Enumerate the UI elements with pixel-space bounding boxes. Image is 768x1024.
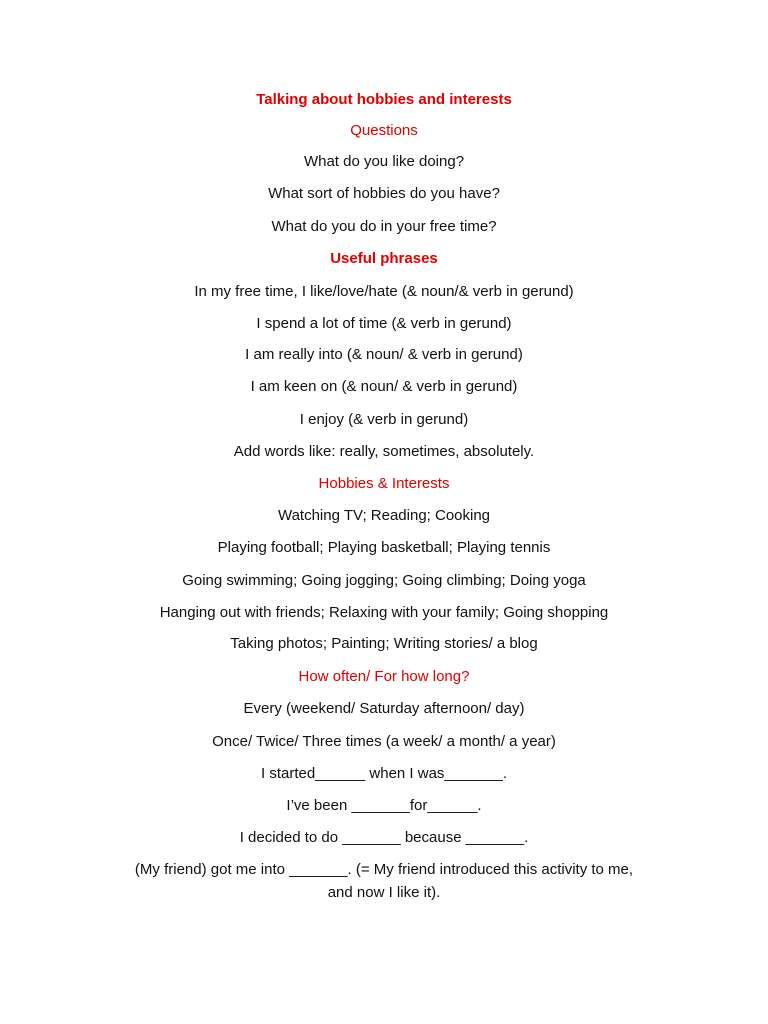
- phrase-line: In my free time, I like/love/hate (& noun/& verb in gerund): [194, 283, 574, 300]
- frequency-line: (My friend) got me into _______. (= My friend introduced this activity to me,: [134, 861, 634, 878]
- frequency-line: I decided to do _______ because _______.: [239, 829, 529, 846]
- hobby-line: Taking photos; Painting; Writing stories/ a blog: [230, 635, 538, 652]
- question-line: What do you like doing?: [303, 153, 465, 170]
- hobby-line: Going swimming; Going jogging; Going climbing; Doing yoga: [182, 572, 586, 589]
- frequency-line: I’ve been _______for______.: [286, 797, 482, 814]
- hobby-line: Hanging out with friends; Relaxing with your family; Going shopping: [159, 604, 609, 621]
- document-title: Talking about hobbies and interests: [256, 91, 512, 108]
- frequency-line-continuation: and now I like it).: [327, 884, 441, 901]
- phrase-line: I am keen on (& noun/ & verb in gerund): [250, 378, 518, 395]
- question-line: What do you do in your free time?: [271, 218, 497, 235]
- question-line: What sort of hobbies do you have?: [268, 185, 500, 202]
- frequency-line: I started______ when I was_______.: [260, 765, 507, 782]
- hobby-line: Watching TV; Reading; Cooking: [277, 507, 491, 524]
- section-heading-questions: Questions: [350, 122, 418, 139]
- frequency-line: Every (weekend/ Saturday afternoon/ day): [243, 700, 525, 717]
- hobby-line: Playing football; Playing basketball; Playing tennis: [217, 539, 551, 556]
- phrase-line: I am really into (& noun/ & verb in gerund): [245, 346, 523, 363]
- frequency-line: Once/ Twice/ Three times (a week/ a month/ a year): [212, 733, 556, 750]
- phrase-line: I enjoy (& verb in gerund): [299, 411, 469, 428]
- phrase-line: I spend a lot of time (& verb in gerund): [256, 315, 512, 332]
- phrase-line: Add words like: really, sometimes, absolutely.: [233, 443, 535, 460]
- section-heading-how-often: How often/ For how long?: [298, 668, 470, 685]
- section-heading-hobbies: Hobbies & Interests: [318, 475, 450, 492]
- section-heading-useful-phrases: Useful phrases: [330, 250, 438, 267]
